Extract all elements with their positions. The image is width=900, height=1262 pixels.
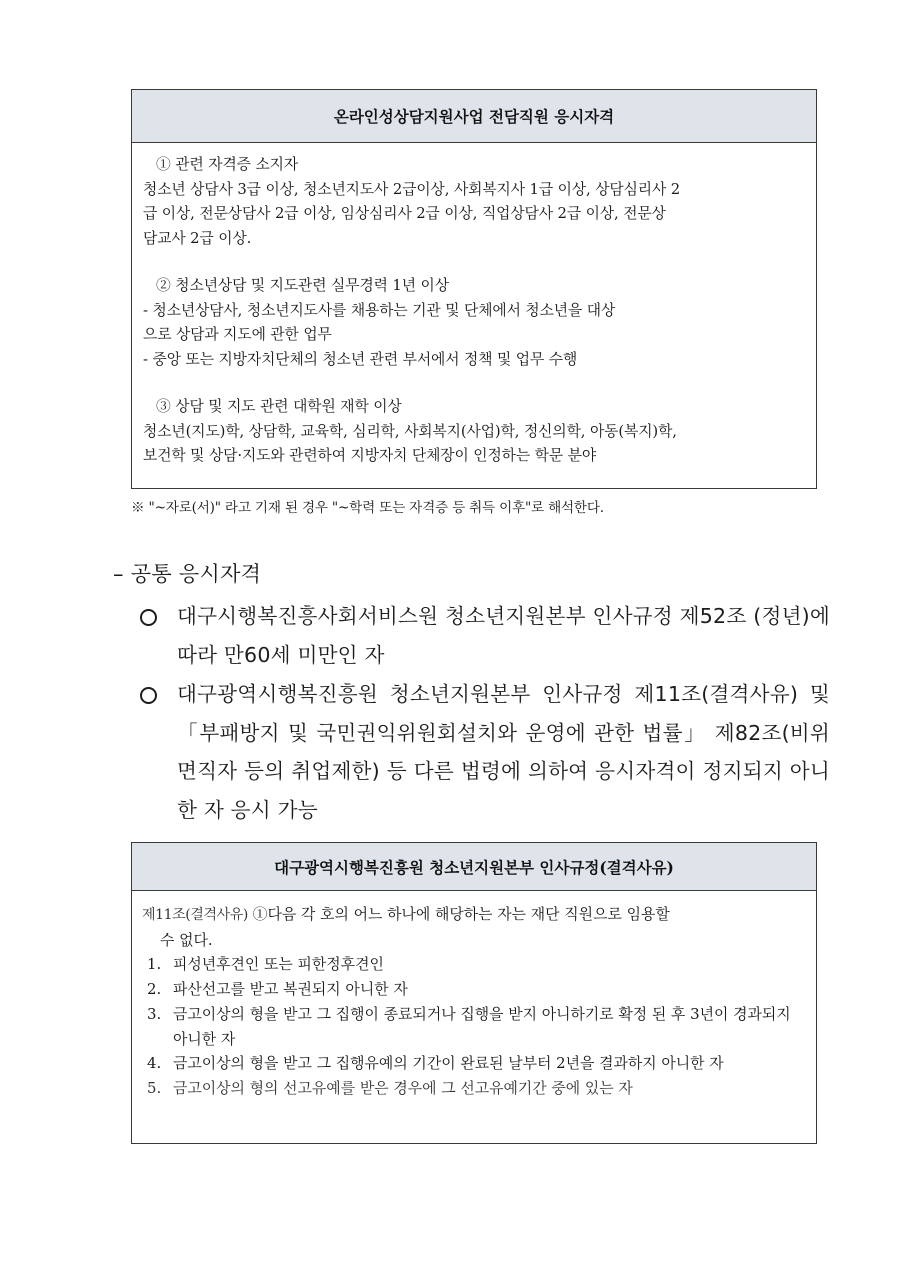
disqualification-item-number: 1. bbox=[147, 955, 162, 974]
qualification-item-3-line: 청소년(지도)학, 상담학, 교육학, 심리학, 사회복지(사업)학, 정신의학, 아동(복지)학, bbox=[143, 422, 677, 440]
common-qualification-list bbox=[140, 597, 830, 830]
disqualification-item bbox=[142, 1076, 804, 1101]
disqualification-item bbox=[142, 1051, 804, 1076]
disqualification-item bbox=[142, 1002, 804, 1051]
qualification-item-1-title: ① 관련 자격증 소지자 bbox=[156, 156, 299, 173]
qualification-item-1-line: 담교사 2급 이상. bbox=[143, 229, 252, 247]
qualification-item-2-line: - 중앙 또는 지방자치단체의 청소년 관련 부서에서 정책 및 업무 수행 bbox=[143, 350, 578, 368]
disqualification-item-text: 금고이상의 형을 받고 그 집행이 종료되거나 집행을 받지 아니하기로 확정 된 후 3년이 경과되지 아니한 자 bbox=[173, 1004, 791, 1048]
interpretation-notice: ※ "~자로(서)" 라고 기재 된 경우 "~학력 또는 자격증 등 취득 이후"로 해석한다. bbox=[131, 500, 604, 516]
qualification-item-1-line: 청소년 상담사 3급 이상, 청소년지도사 2급이상, 사회복지사 1급 이상, 상담심리사 2 bbox=[143, 180, 681, 198]
disqualification-item-number: 3. bbox=[147, 1004, 162, 1023]
disqualification-item-text: 금고이상의 형의 선고유예를 받은 경우에 그 선고유예기간 중에 있는 자 bbox=[173, 1078, 633, 1097]
qualification-item-2-line: - 청소년상담사, 청소년지도사를 채용하는 기관 및 단체에서 청소년을 대상 bbox=[143, 301, 616, 319]
qualification-item-1-line: 급 이상, 전문상담사 2급 이상, 임상심리사 2급 이상, 직업상담사 2급 이상, 전문상 bbox=[143, 205, 666, 222]
disqualification-item-number: 4. bbox=[147, 1054, 162, 1073]
qualification-item-2-line: 으로 상담과 지도에 관한 업무 bbox=[143, 326, 332, 343]
article-intro-continued: 수 없다. bbox=[160, 930, 213, 949]
article-label: 제11조(결격사유) bbox=[142, 907, 248, 923]
common-qualification-item bbox=[140, 597, 830, 674]
disqualification-box bbox=[131, 842, 817, 1144]
disqualification-item bbox=[142, 952, 804, 977]
disqualification-item-text: 파산선고를 받고 복권되지 아니한 자 bbox=[173, 980, 408, 999]
qualification-item-3-title: ③ 상담 및 지도 관련 대학원 재학 이상 bbox=[156, 398, 402, 415]
disqualification-box-body bbox=[132, 891, 816, 1101]
disqualification-item-text: 금고이상의 형을 받고 그 집행유예의 기간이 완료된 날부터 2년을 결과하지 아니한 자 bbox=[173, 1054, 724, 1073]
common-qualification-text: 대구광역시행복진흥원 청소년지원본부 인사규정 제11조(결격사유) 및 「부패방지 및 국민권익위원회설치와 운영에 관한 법률」 제82조(비위면직자 등의 취업제한) 등 다른 법령에 의하여 응시자격이 정지되지 아니한 자 응시 가능 bbox=[177, 682, 830, 822]
disqualification-item-text: 피성년후견인 또는 피한정후견인 bbox=[173, 955, 384, 974]
qualification-box bbox=[131, 89, 817, 489]
circle-bullet-icon bbox=[140, 609, 157, 626]
qualification-item-2-title: ② 청소년상담 및 지도관련 실무경력 1년 이상 bbox=[156, 277, 449, 294]
common-qualification-item bbox=[140, 675, 830, 829]
circle-bullet-icon bbox=[140, 687, 157, 704]
common-qualification-text: 대구시행복진흥사회서비스원 청소년지원본부 인사규정 제52조 (정년)에 따라 만60세 미만인 자 bbox=[177, 604, 830, 667]
article-intro bbox=[142, 902, 804, 928]
article-intro-text: ①다음 각 호의 어느 하나에 해당하는 자는 재단 직원으로 임용할 bbox=[247, 905, 670, 923]
qualification-box-body bbox=[132, 143, 816, 469]
qualification-box-title: 온라인성상담지원사업 전담직원 응시자격 bbox=[132, 90, 816, 143]
disqualification-item bbox=[142, 977, 804, 1002]
disqualification-box-title: 대구광역시행복진흥원 청소년지원본부 인사규정(결격사유) bbox=[132, 843, 816, 891]
qualification-item-3-line: 보건학 및 상담·지도와 관련하여 지방자치 단체장이 인정하는 학문 분야 bbox=[143, 447, 597, 464]
disqualification-item-number: 2. bbox=[147, 980, 162, 999]
common-qualification-heading: – 공통 응시자격 bbox=[113, 562, 262, 586]
disqualification-item-number: 5. bbox=[147, 1078, 162, 1097]
